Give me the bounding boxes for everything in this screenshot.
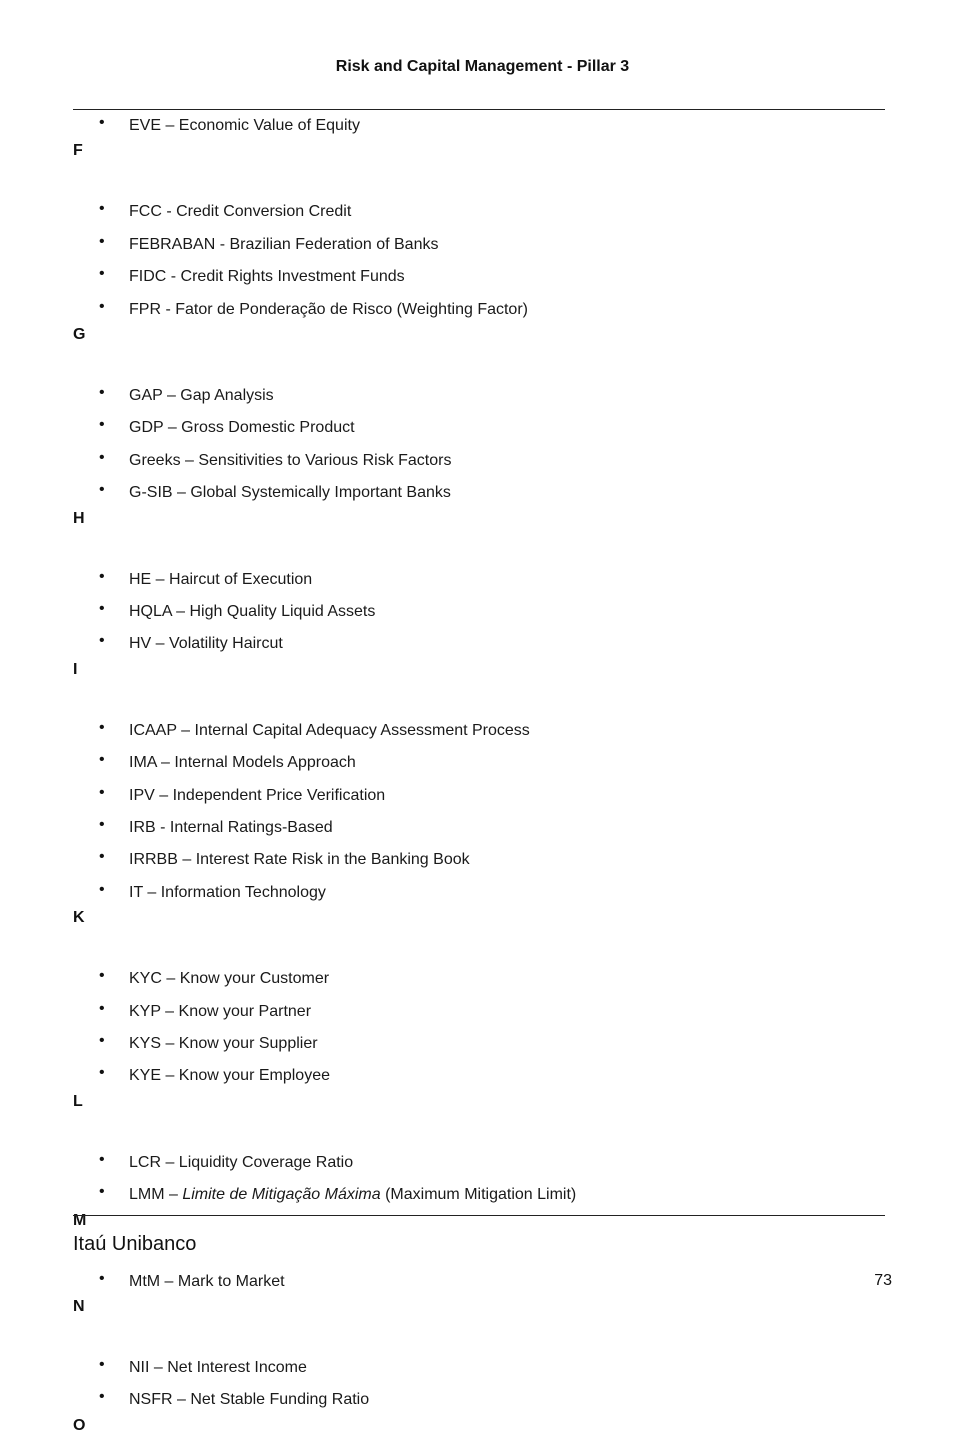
glossary-item: LCR – Liquidity Coverage Ratio — [129, 1153, 354, 1171]
glossary-item: NSFR – Net Stable Funding Ratio — [129, 1391, 370, 1409]
glossary-item: Greeks – Sensitivities to Various Risk Factors — [129, 451, 452, 469]
section-letter: K — [73, 909, 85, 927]
section-letter: H — [73, 509, 85, 527]
bullet-icon: • — [99, 816, 105, 833]
glossary-item-text: LMM – — [129, 1186, 183, 1204]
glossary-item: GAP – Gap Analysis — [129, 387, 274, 404]
bullet-icon: • — [99, 1356, 105, 1373]
bullet-icon: • — [99, 783, 105, 801]
section-letter: F — [73, 142, 83, 160]
bullet-icon: • — [99, 1183, 105, 1201]
header-divider — [73, 109, 885, 110]
bullet-icon: • — [99, 632, 105, 650]
glossary-item: KYC – Know your Customer — [129, 970, 330, 988]
glossary-item: FIDC - Credit Rights Investment Funds — [129, 268, 405, 286]
bullet-icon: • — [99, 999, 105, 1017]
bullet-icon: • — [99, 114, 105, 131]
glossary-item: HQLA – High Quality Liquid Assets — [129, 603, 376, 620]
bullet-icon: • — [99, 567, 105, 585]
section-letter: I — [73, 660, 78, 678]
bullet-icon: • — [99, 880, 105, 898]
section-letter: O — [73, 1416, 86, 1434]
glossary-item: EVE – Economic Value of Equity — [129, 117, 360, 134]
footer-divider — [73, 1215, 885, 1216]
bullet-icon: • — [99, 1388, 105, 1406]
glossary-item — [129, 1186, 576, 1204]
bullet-icon: • — [99, 600, 105, 617]
glossary-item-text: (Maximum Mitigation Limit) — [380, 1186, 577, 1204]
page-title: Risk and Capital Management - Pillar 3 — [335, 58, 630, 75]
glossary-item: MtM – Mark to Market — [129, 1272, 285, 1290]
glossary-item: HV – Volatility Haircut — [129, 635, 283, 653]
glossary-item: HE – Haircut of Execution — [129, 570, 313, 588]
bullet-icon: • — [99, 416, 105, 434]
glossary-item: NII – Net Interest Income — [129, 1359, 307, 1376]
glossary-item: IPV – Independent Price Verification — [129, 786, 386, 804]
glossary-item-italic-text: Limite de Mitigação Máxima — [182, 1186, 381, 1204]
section-letter: L — [73, 1092, 83, 1110]
bullet-icon: • — [99, 751, 105, 769]
section-letter: N — [73, 1298, 85, 1315]
bullet-icon: • — [99, 718, 105, 736]
glossary-item: ICAAP – Internal Capital Adequacy Assessment Process — [129, 721, 530, 739]
bullet-icon: • — [99, 448, 105, 466]
section-letter: M — [73, 1211, 87, 1229]
glossary-item: FEBRABAN - Brazilian Federation of Banks — [129, 235, 439, 253]
bullet-icon: • — [99, 967, 105, 985]
glossary-item: FCC - Credit Conversion Credit — [129, 203, 352, 221]
glossary-item: IRRBB – Interest Rate Risk in the Banking Book — [129, 851, 470, 869]
glossary-item: G-SIB – Global Systemically Important Banks — [129, 484, 451, 502]
glossary-item: IMA – Internal Models Approach — [129, 754, 356, 772]
glossary-item: KYE – Know your Employee — [129, 1067, 330, 1085]
footer-brand: Itaú Unibanco — [73, 1233, 197, 1255]
bullet-icon: • — [99, 1150, 105, 1168]
bullet-icon: • — [99, 1032, 105, 1049]
bullet-icon: • — [99, 1269, 105, 1287]
bullet-icon: • — [99, 265, 105, 283]
glossary-item: FPR - Fator de Ponderação de Risco (Weighting Factor) — [129, 300, 528, 318]
glossary-item: GDP – Gross Domestic Product — [129, 419, 355, 437]
bullet-icon: • — [99, 297, 105, 315]
bullet-icon: • — [99, 200, 105, 218]
bullet-icon: • — [99, 1064, 105, 1082]
page-number: 73 — [874, 1272, 892, 1289]
bullet-icon: • — [99, 848, 105, 866]
glossary-item: IRB - Internal Ratings-Based — [129, 819, 333, 836]
glossary-item: KYP – Know your Partner — [129, 1002, 312, 1020]
bullet-icon: • — [99, 384, 105, 401]
glossary-item: IT – Information Technology — [129, 883, 326, 901]
glossary-item: KYS – Know your Supplier — [129, 1035, 318, 1052]
section-letter: G — [73, 326, 86, 343]
bullet-icon: • — [99, 481, 105, 499]
bullet-icon: • — [99, 232, 105, 250]
